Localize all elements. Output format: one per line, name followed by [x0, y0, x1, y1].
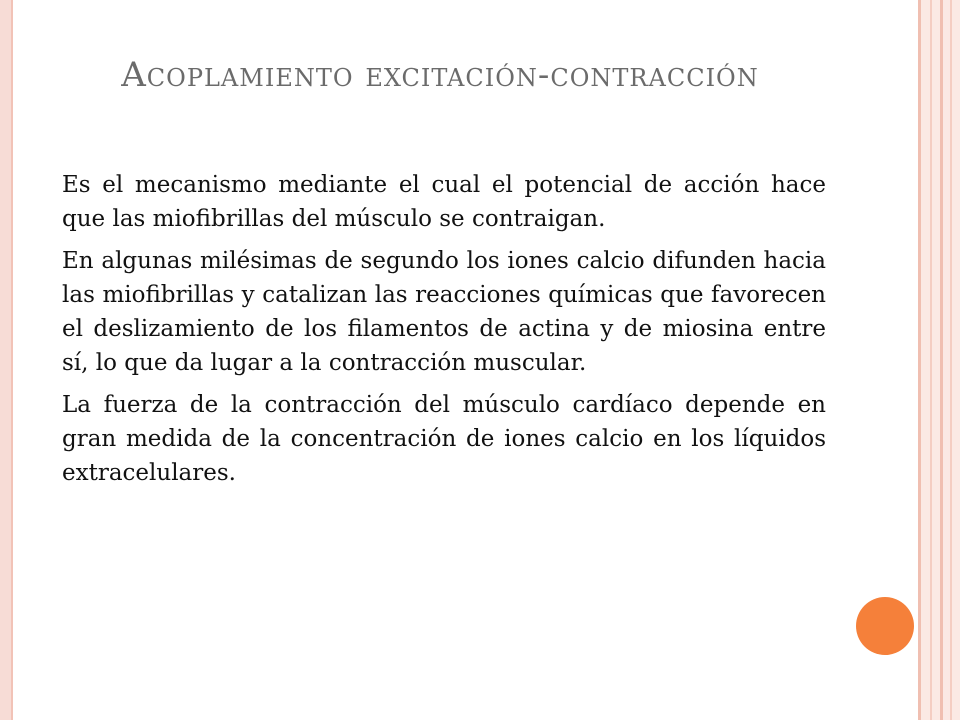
- body-paragraph-1: Es el mecanismo mediante el cual el potencial de acción hace que las miofibrillas del músculo se contraigan.: [62, 172, 826, 232]
- slide-body: [62, 168, 826, 498]
- body-paragraph-3: La fuerza de la contracción del músculo cardíaco depende en gran medida de la concentración de iones calcio en los líquidos extracelulares.: [62, 392, 826, 486]
- right-border-stripe: [940, 0, 943, 720]
- right-border-band: [918, 0, 960, 720]
- right-border-stripe: [950, 0, 952, 720]
- right-border-stripe: [918, 0, 921, 720]
- orange-circle-decoration: [856, 597, 914, 655]
- left-border-band: [0, 0, 11, 720]
- right-border-stripe: [930, 0, 932, 720]
- slide-title: Acoplamiento excitación-contracción: [121, 55, 759, 95]
- left-border-line: [11, 0, 13, 720]
- body-paragraph-2: En algunas milésimas de segundo los iones calcio difunden hacia las miofibrillas y catalizan las reacciones químicas que favorecen el deslizamiento de los filamentos de actina y de miosina entre sí, lo que da lugar a la contracción muscular.: [62, 248, 826, 376]
